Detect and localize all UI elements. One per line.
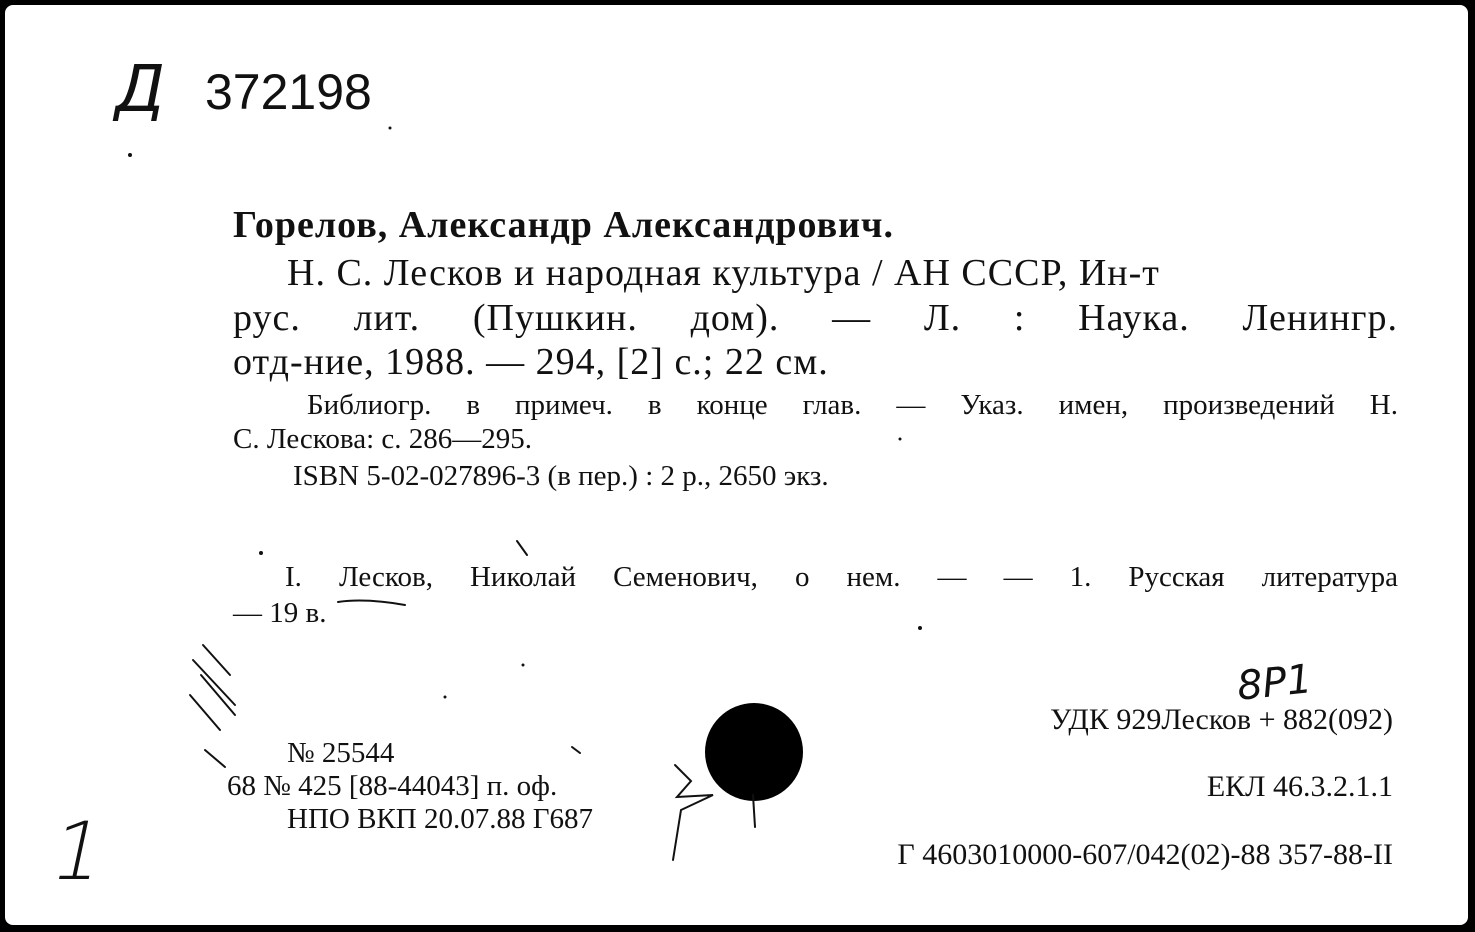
notes-line-2: С. Лескова: с. 286—295. xyxy=(233,423,533,455)
subjects-line-1: I. Лесков, Николай Семенович, о нем. — — 1. Русская литература xyxy=(285,561,1398,593)
pen-marks xyxy=(5,5,1468,925)
title-line-3: отд-ние, 1988. — 294, [2] с.; 22 см. xyxy=(233,341,829,383)
print-info-line-2: 68 № 425 [88-44043] п. оф. xyxy=(227,770,558,802)
catalog-card xyxy=(5,5,1468,925)
call-number-prefix: Д xyxy=(115,53,165,127)
title-line-1: Н. С. Лесков и народная культура / АН СССР, Ин-т xyxy=(287,252,1160,294)
ekl: ЕКЛ 46.3.2.1.1 xyxy=(1206,770,1393,803)
title-line-2: рус. лит. (Пушкин. дом). — Л. : Наука. Ленингр. xyxy=(233,297,1398,339)
udk: УДК 929Лесков + 882(092) xyxy=(1050,703,1393,736)
print-info-line-3: НПО ВКП 20.07.88 Г687 xyxy=(287,803,593,835)
classification-code: Г 4603010000-607/042(02)-88 357-88-II xyxy=(897,838,1393,871)
print-info-line-1: № 25544 xyxy=(287,737,395,769)
isbn: ISBN 5-02-027896-3 (в пер.) : 2 р., 2650 экз. xyxy=(293,460,829,492)
handwritten-number: 1 xyxy=(43,805,114,898)
udk-handwritten-note: 8Р1 xyxy=(1234,656,1315,710)
notes-line-1: Библиогр. в примеч. в конце глав. — Указ. имен, произведений Н. xyxy=(307,389,1398,421)
subjects-line-2: — 19 в. xyxy=(233,597,327,629)
author-heading: Горелов, Александр Александрович. xyxy=(233,204,894,246)
call-number: 372198 xyxy=(205,64,372,120)
